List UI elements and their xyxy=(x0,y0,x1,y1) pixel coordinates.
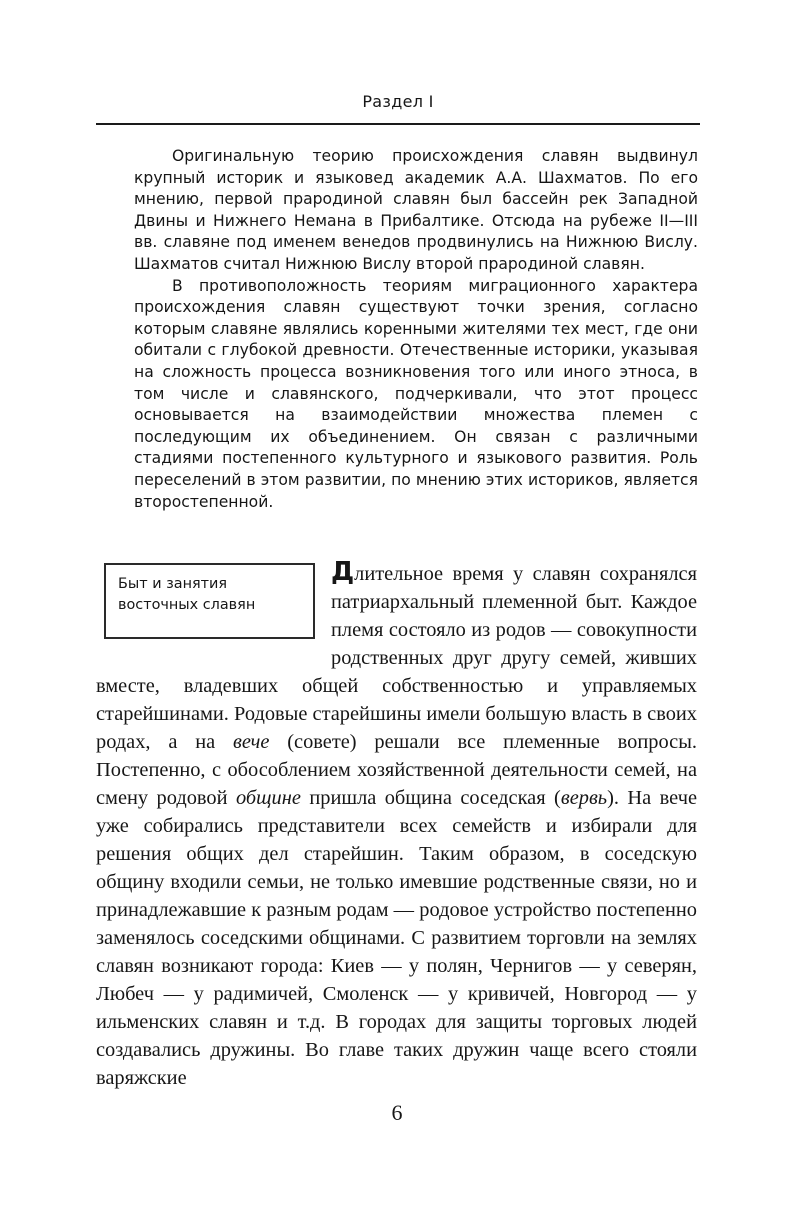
page-number: 6 xyxy=(391,1100,403,1125)
header-rule xyxy=(96,123,700,125)
main-text xyxy=(96,558,697,1092)
sidebar-title-line-1: Быт и занятия xyxy=(118,576,228,592)
main-text-part-2: (совете) решали все племенные вопросы. Постепенно, с обособлением хозяйственной деятельности семей, на смену родовой xyxy=(96,731,698,809)
intro-paragraph-2: В противоположность теориям миграционного характера происхождения славян существуют точки зрения, согласно которым славяне являлись коренными жителями тех мест, где они обитали с глубокой древности. Отечественные историки, указывая на сложность процесса возникновения того или иного этноса, в том числе и славянского, подчеркивали, что этот процесс основывается на взаимодействии множества племен с последующим их объединением. Он связан с различными стадиями постепенного культурного и языкового развития. Роль переселений в этом развитии, по мнению этих историков, является второстепенной. xyxy=(134,276,698,511)
term-verv: вервь xyxy=(560,787,608,809)
sidebar-title-line-2: восточных славян xyxy=(118,597,256,613)
running-header: Раздел I xyxy=(362,92,434,111)
main-text-part-1: лительное время у славян сохранялся патриархальный племенной быт. Каждое племя состояло из родов — совокупности родственных друг другу семей, живших вместе, владевших общей собственностью и управляемых старейшинами. Родовые старейшины имели большую власть в своих родах, а на xyxy=(96,563,697,753)
main-text-part-3: пришла община соседская ( xyxy=(300,787,561,809)
intro-paragraph-1: Оригинальную теорию происхождения славян выдвинул крупный историк и языковед академик А.А. Шахматов. По его мнению, первой прародиной славян был бассейн рек Западной Двины и Нижнего Немана в Прибалтике. Отсюда на рубеже II—III вв. славяне под именем венедов продвинулись на Нижнюю Вислу. Шахматов считал Нижнюю Вислу второй прародиной славян. xyxy=(134,147,698,273)
main-text-part-4: ). На вече уже собирались представители всех семейств и избирали для решения общих дел старейшин. Таким образом, в соседскую общину входили семьи, не только имевшие родственные связи, но и принадлежавшие к разным родам — родовое устройство постепенно заменялось соседскими общинами. С развитием торговли на землях славян возникают города: Киев — у полян, Чернигов — у северян, Любеч — у радимичей, Смоленск — у кривичей, Новгород — у ильменских славян и т.д. В городах для защиты торговых людей создавались дружины. Во главе таких дружин чаще всего стояли варяжские xyxy=(96,787,698,1089)
intro-section xyxy=(134,146,698,513)
sidebar-float-space xyxy=(96,558,331,670)
term-veche: вече xyxy=(233,731,270,753)
term-obshchine: общине xyxy=(235,787,301,809)
drop-cap: Д xyxy=(331,557,355,587)
